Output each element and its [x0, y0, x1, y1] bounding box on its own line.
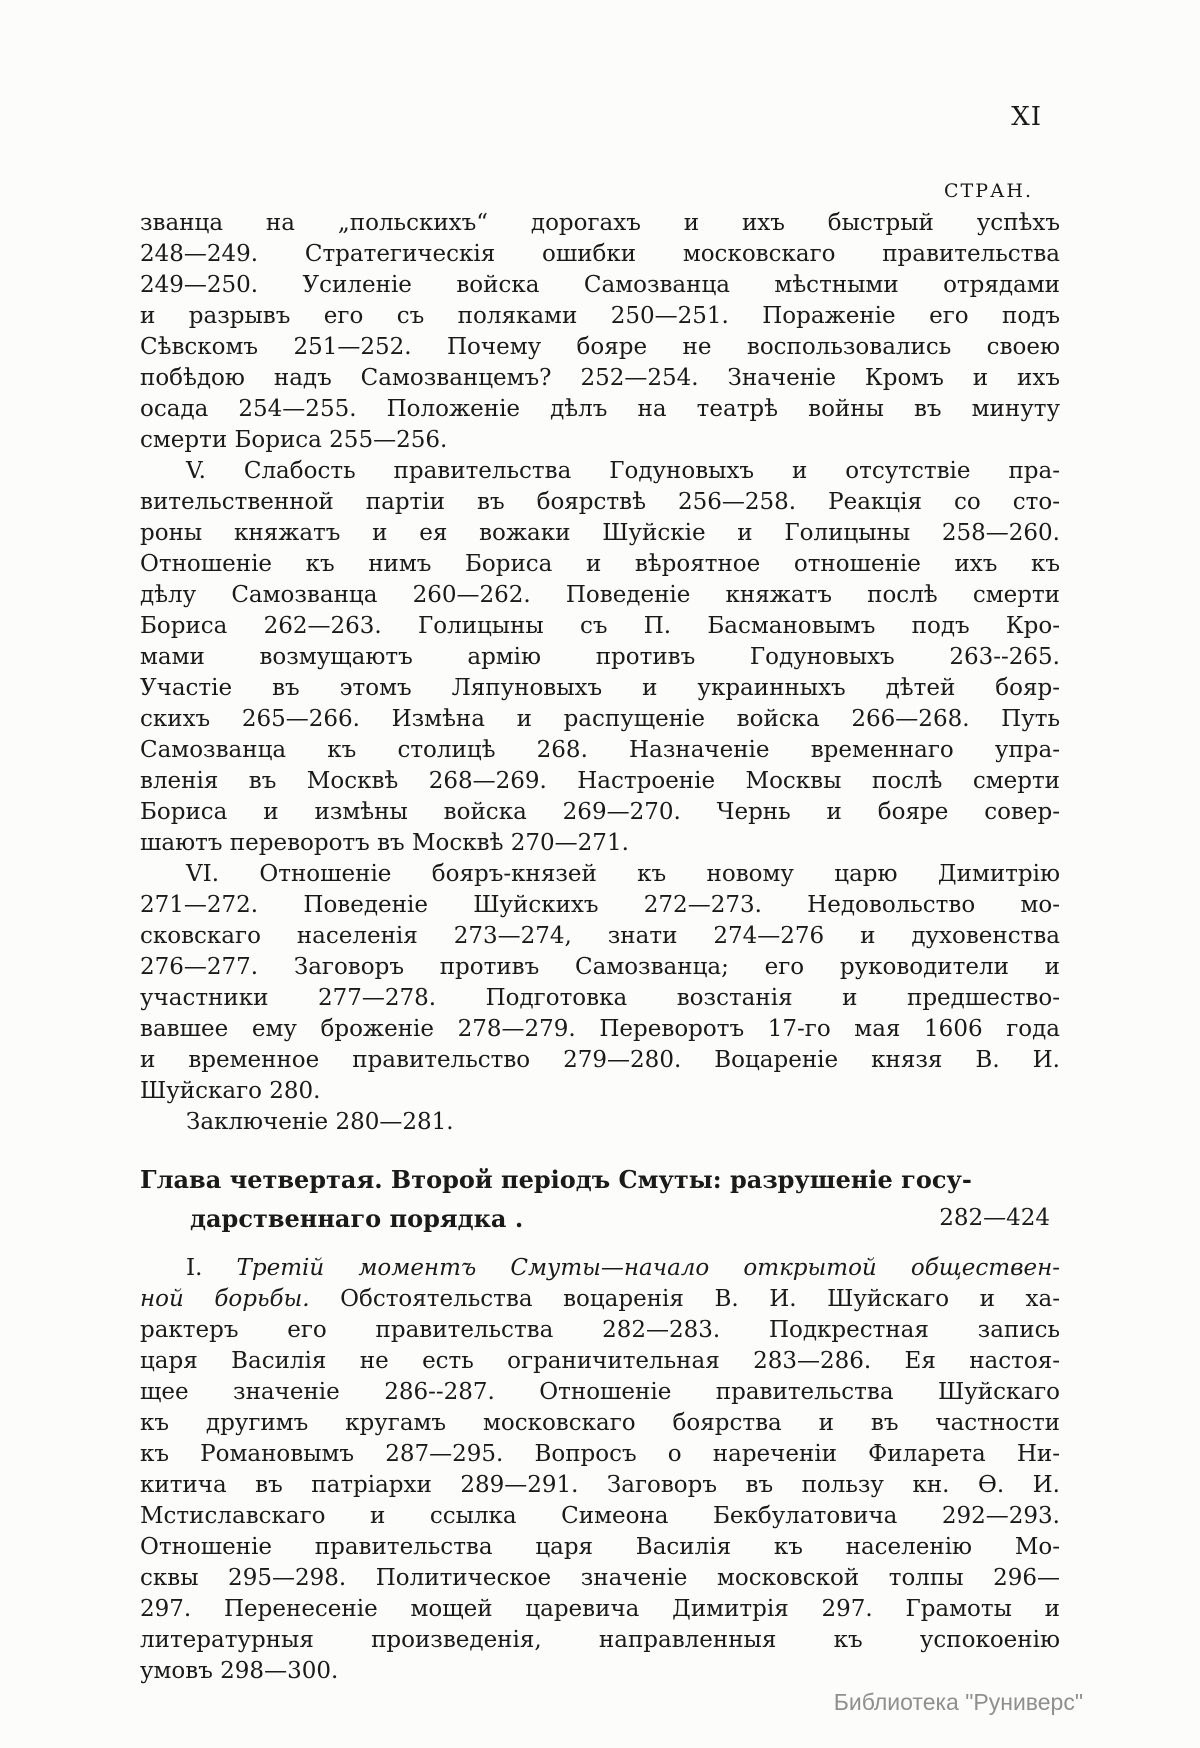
toc-line: Участіе въ этомъ Ляпуновыхъ и украинныхъ дѣтей бояр-: [140, 675, 1060, 701]
toc-line: къ другимъ кругамъ московскаго боярства и въ частности: [140, 1410, 1060, 1436]
toc-paragraph-conclusion: [140, 1107, 1060, 1138]
toc-line: 271—272. Поведеніе Шуйскихъ 272—273. Недовольство мо-: [140, 892, 1060, 918]
toc-line: 249—250. Усиленіе войска Самозванца мѣстными отрядами: [140, 272, 1060, 298]
plain-phrase: Обстоятельства воцаренія В. И. Шуйскаго и ха-: [309, 1286, 1060, 1312]
chapter-heading-line2: дарственнаго порядка .: [190, 1204, 524, 1233]
italic-phrase: Третій моментъ Смуты—начало открытой обществен-: [236, 1255, 1061, 1281]
toc-line: китича въ патріархи 289—291. Заговоръ въ пользу кн. Ѳ. И.: [140, 1472, 1060, 1498]
toc-line: Сѣвскомъ 251—252. Почему бояре не воспользовались своею: [140, 334, 1060, 360]
toc-line: 297. Перенесеніе мощей царевича Димитрія 297. Грамоты и: [140, 1596, 1060, 1622]
toc-line: литературныя произведенія, направленныя къ успокоенію: [140, 1627, 1060, 1653]
toc-paragraph-section-vi: [140, 859, 1060, 1107]
toc-line: осада 254—255. Положеніе дѣлъ на театрѣ войны въ минуту: [140, 396, 1060, 422]
toc-line: Заключеніе 280—281.: [186, 1109, 454, 1135]
toc-line: Самозванца къ столицѣ 268. Назначеніе временнаго упра-: [140, 737, 1060, 763]
toc-line: и временное правительство 279—280. Воцареніе князя В. И.: [140, 1047, 1060, 1073]
toc-line: щее значеніе 286--287. Отношеніе правительства Шуйскаго: [140, 1379, 1060, 1405]
toc-line: сквы 295—298. Политическое значеніе московской толпы 296—: [140, 1565, 1060, 1591]
toc-paragraph-section-v: [140, 456, 1060, 859]
toc-line: сковскаго населенія 273—274, знати 274—276 и духовенства: [140, 923, 1060, 949]
toc-line: званца на „польскихъ“ дорогахъ и ихъ быстрый успѣхъ: [140, 210, 1060, 236]
toc-line: участники 277—278. Подготовка возстанія и предшество-: [140, 985, 1060, 1011]
toc-line: мами возмущаютъ армію противъ Годуновыхъ 263--265.: [140, 644, 1060, 670]
toc-line: V. Слабость правительства Годуновыхъ и отсутствіе пра-: [186, 458, 1060, 484]
toc-text-block: [140, 208, 1060, 1687]
italic-phrase: ной борьбы.: [140, 1286, 310, 1312]
toc-line: [140, 1284, 1060, 1315]
toc-line: смерти Бориса 255—256.: [140, 427, 448, 453]
toc-line: Бориса и измѣны войска 269—270. Чернь и бояре совер-: [140, 799, 1060, 825]
toc-line: 248—249. Стратегическія ошибки московскаго правительства: [140, 241, 1060, 267]
chapter-page-range: 282—424: [939, 1205, 1050, 1231]
plain-phrase: I.: [186, 1255, 237, 1281]
toc-line: Бориса 262—263. Голицыны съ П. Басмановымъ подъ Кро-: [140, 613, 1060, 639]
toc-line: Шуйскаго 280.: [140, 1078, 321, 1104]
toc-line: скихъ 265—266. Измѣна и распущеніе войска 266—268. Путь: [140, 706, 1060, 732]
toc-line: шаютъ переворотъ въ Москвѣ 270—271.: [140, 830, 629, 856]
toc-line: роны княжатъ и ея вожаки Шуйскіе и Голицыны 258—260.: [140, 520, 1060, 546]
toc-line: [140, 1253, 1060, 1284]
toc-line: рактеръ его правительства 282—283. Подкрестная запись: [140, 1317, 1060, 1343]
toc-line: побѣдою надъ Самозванцемъ? 252—254. Значеніе Кромъ и ихъ: [140, 365, 1060, 391]
toc-paragraph-continuation: [140, 208, 1060, 456]
chapter-heading-line1: Глава четвертая. Второй періодъ Смуты: разрушеніе госу-: [140, 1165, 972, 1194]
page-number: XI: [1011, 102, 1042, 132]
toc-line: и разрывъ его съ поляками 250—251. Пораженіе его подъ: [140, 303, 1060, 329]
toc-line: вленія въ Москвѣ 268—269. Настроеніе Москвы послѣ смерти: [140, 768, 1060, 794]
library-watermark: Библиотека "Руниверс": [833, 1689, 1083, 1715]
toc-paragraph-section-i: [140, 1253, 1060, 1687]
toc-line: Отношеніе правительства царя Василія къ населенію Мо-: [140, 1534, 1060, 1560]
toc-line: царя Василія не есть ограничительная 283—286. Ея настоя-: [140, 1348, 1060, 1374]
toc-line: дѣлу Самозванца 260—262. Поведеніе княжатъ послѣ смерти: [140, 582, 1060, 608]
toc-line: вительственной партіи въ боярствѣ 256—258. Реакція со сто-: [140, 489, 1060, 515]
toc-line: Мстиславскаго и ссылка Симеона Бекбулатовича 292—293.: [140, 1503, 1060, 1529]
chapter-heading: [140, 1160, 1060, 1238]
toc-line: VI. Отношеніе бояръ-князей къ новому царю Димитрію: [186, 861, 1060, 887]
toc-line: умовъ 298—300.: [140, 1658, 339, 1684]
toc-line: вавшее ему броженіе 278—279. Переворотъ 17-го мая 1606 года: [140, 1016, 1060, 1042]
page-column-header: СТРАН.: [944, 180, 1033, 202]
toc-line: 276—277. Заговоръ противъ Самозванца; его руководители и: [140, 954, 1060, 980]
toc-line: къ Романовымъ 287—295. Вопросъ о нареченіи Филарета Ни-: [140, 1441, 1060, 1467]
toc-line: Отношеніе къ нимъ Бориса и вѣроятное отношеніе ихъ къ: [140, 551, 1060, 577]
